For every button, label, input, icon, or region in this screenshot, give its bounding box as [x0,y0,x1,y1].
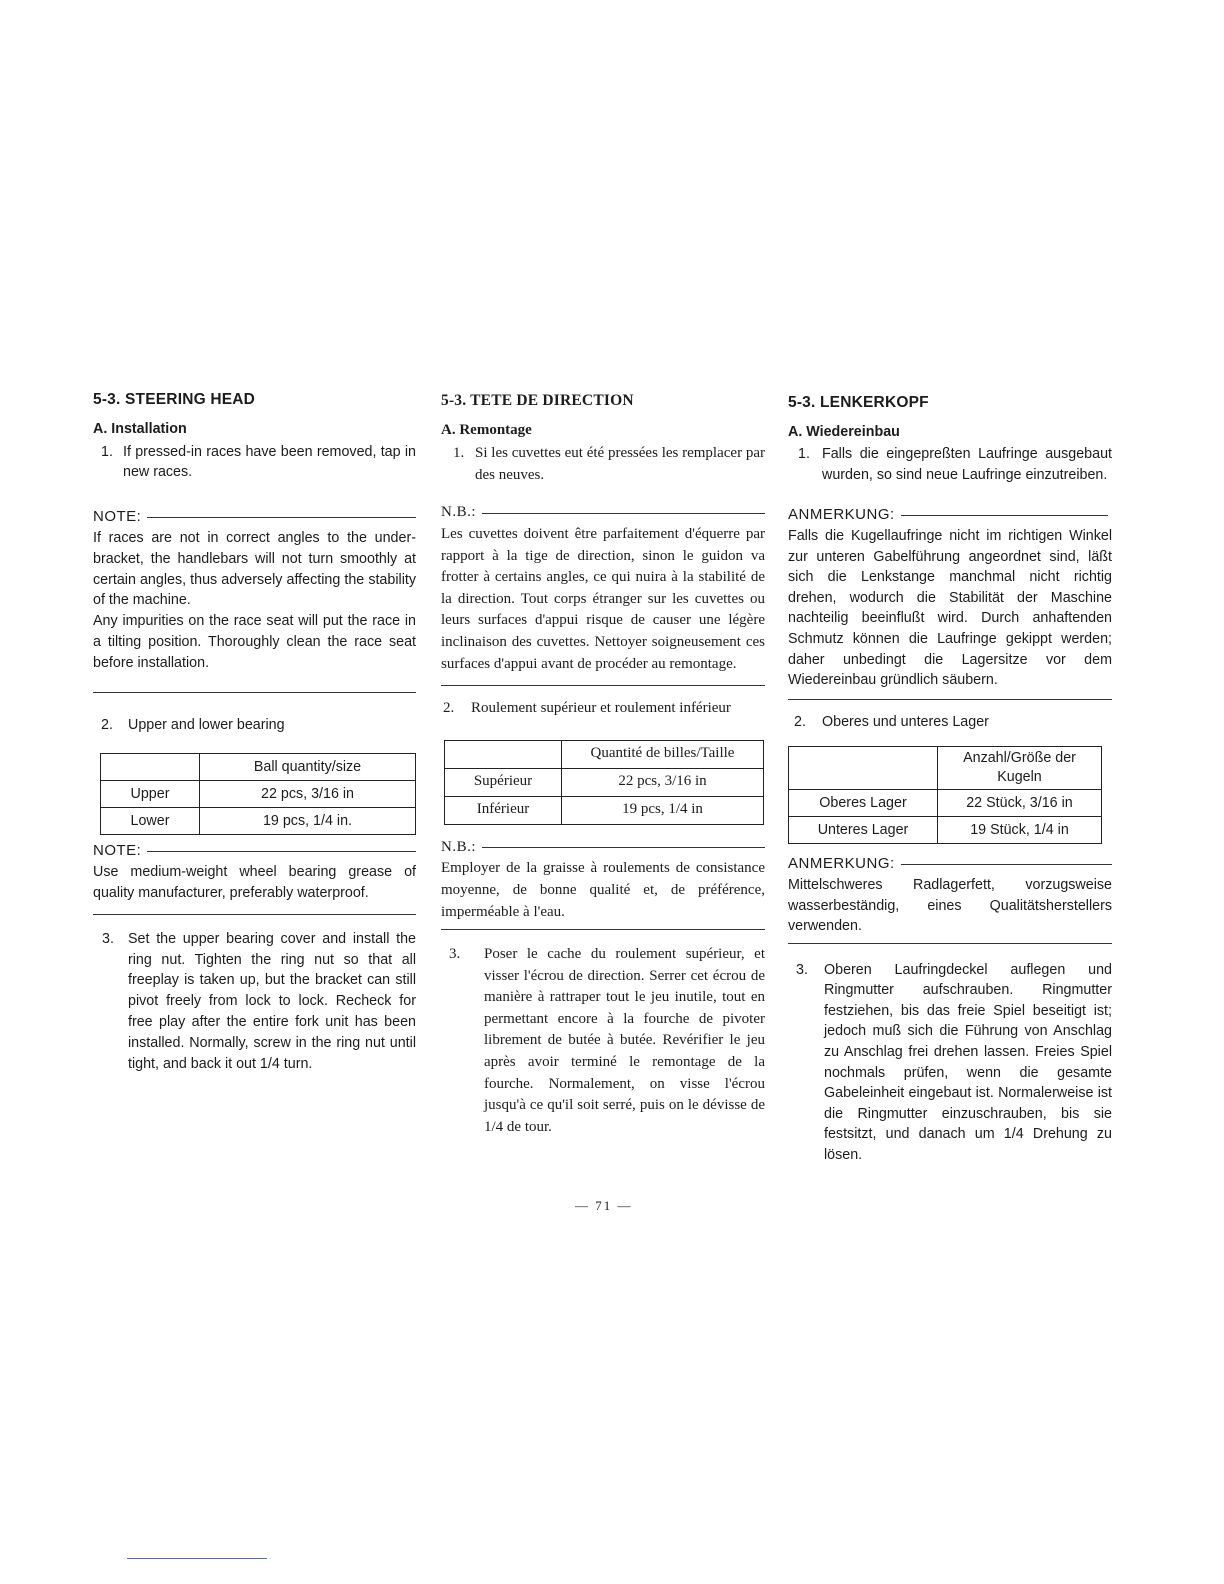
table-cell [789,747,938,790]
step-number: 3. [102,930,114,947]
note-label: NOTE: [93,508,142,526]
table-cell: 22 Stück, 3/16 in [938,790,1102,817]
note-label: N.B.: [441,504,477,521]
step-text: Oberes und unteres Lager [822,713,989,730]
table-row-label: Lower [101,808,200,835]
table-cell: 19 pcs, 1/4 in [562,796,764,824]
table-cell [445,740,562,768]
note-body [788,875,1112,937]
step-number: 2. [794,713,806,730]
note-end-rule [93,914,416,915]
step-text: Si les cuvettes eut été pressées les remplacer par des neuves. [475,445,765,483]
note-divider [482,847,765,848]
note-paragraph: Use medium-weight wheel bearing grease of quality manufacturer, preferably waterproof. [93,864,416,901]
table-cell [101,754,200,781]
table-row [101,781,416,808]
note-label: NOTE: [93,842,142,860]
table-row [789,817,1102,844]
step-number: 1. [798,446,810,463]
section-title: 5-3. STEERING HEAD [93,391,256,408]
subsection-heading: A. Wiedereinbau [788,423,900,440]
step-2 [788,712,1112,733]
note-body [788,526,1112,691]
table-cell: 19 Stück, 1/4 in [938,817,1102,844]
table-cell: 22 pcs, 3/16 in [562,768,764,796]
table-header-cell: Ball quantity/size [200,754,416,781]
note-body [441,524,765,675]
table-row-label: Upper [101,781,200,808]
table-row-label: Inférieur [445,796,562,824]
french-column [441,390,765,1138]
note-end-rule [441,685,765,686]
step-text: Poser le cache du roulement supérieur, et visser l'écrou de direction. Serrer cet écrou de manière à rattraper tout le jeu inutile, tout en permettant encore à la fourche de pivoter librement de butée à butée. Revérifier le jeu après avoir terminé le remontage de la fourche. Normalement, on visse l'écrou jusqu'à ce qu'il soit serré, puis on le dévisse de 1/4 de tour. [484,946,765,1135]
table-header-cell: Anzahl/Größe der Kugeln [938,747,1102,790]
table-row [101,808,416,835]
note-divider [901,515,1108,516]
note-divider [147,851,416,852]
bearing-table [788,746,1102,844]
bearing-table [100,753,416,835]
table-row [445,740,764,768]
step-text: Upper and lower bearing [128,716,285,733]
note-end-rule [788,943,1112,944]
step-number: 1. [101,443,113,460]
german-column [788,393,1112,1166]
table-row-label: Supérieur [445,768,562,796]
note-divider [482,513,765,514]
step-number: 2. [101,716,113,733]
table-row [789,747,1102,790]
table-row [445,796,764,824]
note-label: ANMERKUNG: [788,855,895,873]
step-text: Roulement supérieur et roulement inférieur [471,700,731,717]
step-2 [441,698,765,720]
table-row [445,768,764,796]
note-paragraph: Les cuvettes doivent être parfaitement d'équerre par rapport à la tige de direction, sinon le guidon va frotter à certains angles, ce qui nuira à la stabilité de la direction. Tout corps étranger sur les cuvettes ou leurs surfaces d'appui risque de causer une légère inclinaison des cuvettes. Nettoyer soigneusement ces surfaces d'appui avant de procéder au remontage. [441,525,765,672]
step-3 [788,960,1112,1166]
step-text: If pressed-in races have been removed, tap in new races. [123,443,416,481]
step-text: Oberen Laufringdeckel auflegen und Ringmutter aufschrauben. Ringmutter festziehen, bis das freie Spiel beseitigt ist; jedoch muß sich die Führung von Anschlag zu Anschlag frei drehen lassen. Freies Spiel nochmals prüfen, wenn die gesamte Gabeleinheit eingebaut ist. Normalerweise ist die Ringmutter einzuschrauben, bis sie festsitzt, und danach um 1/4 Drehung zu lösen. [824,961,1112,1164]
table-cell: 19 pcs, 1/4 in. [200,808,416,835]
step-number: 3. [449,946,461,963]
table-row-label: Oberes Lager [789,790,938,817]
footer-line [127,1558,267,1559]
step-3 [441,944,765,1138]
note-end-rule [788,699,1112,700]
bearing-table [444,740,764,825]
note-paragraph: Mittelschweres Radlagerfett, vorzugsweise wasserbeständig, eines Qualitätsherstellers verwenden. [788,876,1112,935]
table-header-cell: Quantité de billes/Taille [562,740,764,768]
note-body [93,862,416,904]
note-paragraph: If races are not in correct angles to the under-bracket, the handlebars will not turn smoothly at certain angles, thus adversely affecting the stability of the machine. [93,529,416,609]
step-text: Set the upper bearing cover and install the ring nut. Tighten the ring nut so that all freeplay is taken up, but the bracket can still pivot freely from lock to lock. Recheck for free play after the entire fork unit has been installed. Normally, screw in the ring nut until tight, and back it out 1/4 turn. [128,930,416,1072]
page-number: — 71 — [575,1198,633,1213]
note-heading [93,507,416,528]
note-heading [93,841,416,862]
note-label: N.B.: [441,838,477,855]
step-2 [93,715,416,736]
subsection-heading: A. Remontage [441,421,532,438]
note-divider [147,517,416,518]
note-body [93,528,416,674]
note-paragraph: Falls die Kugellaufringe nicht im richtigen Winkel zur unteren Gabelführung angeordnet sind, läßt sich die Lenkstange manchmal nicht richtig drehen, wodurch die Stabilität der Maschine nachteilig beeinflußt wird. Durch anhaftenden Schmutz können die Laufringe gekippt werden; daher unbedingt die Lagersitze vor dem Wiedereinbau gründlich säubern. [788,527,1112,689]
table-cell: 22 pcs, 3/16 in [200,781,416,808]
step-1 [95,442,416,484]
note-heading [441,502,765,524]
note-body [441,858,765,923]
subsection-heading: A. Installation [93,420,187,437]
step-1 [443,443,765,486]
note-end-rule [441,929,765,930]
step-text: Falls die eingepreßten Laufringe ausgebaut wurden, so sind neue Laufringe einzutreiben. [822,446,1112,483]
table-row [789,790,1102,817]
note-heading [788,505,1112,526]
step-number: 3. [796,961,808,978]
note-end-rule [93,692,416,693]
note-paragraph: Employer de la graisse à roulements de consistance moyenne, de bonne qualité et, de préférence, imperméable à l'eau. [441,860,765,920]
table-row-label: Unteres Lager [789,817,938,844]
note-label: ANMERKUNG: [788,506,895,524]
note-paragraph: Any impurities on the race seat will put the race in a tilting position. Thoroughly clean the race seat before installation. [93,613,416,671]
step-number: 1. [453,445,465,462]
section-title: 5-3. TETE DE DIRECTION [441,392,634,409]
step-number: 2. [443,700,455,717]
section-title: 5-3. LENKERKOPF [788,394,929,411]
step-1 [790,444,1112,485]
note-heading [788,854,1112,875]
note-divider [901,864,1112,865]
table-row [101,754,416,781]
note-heading [441,837,765,859]
step-3 [93,929,416,1075]
english-column [93,390,416,1074]
